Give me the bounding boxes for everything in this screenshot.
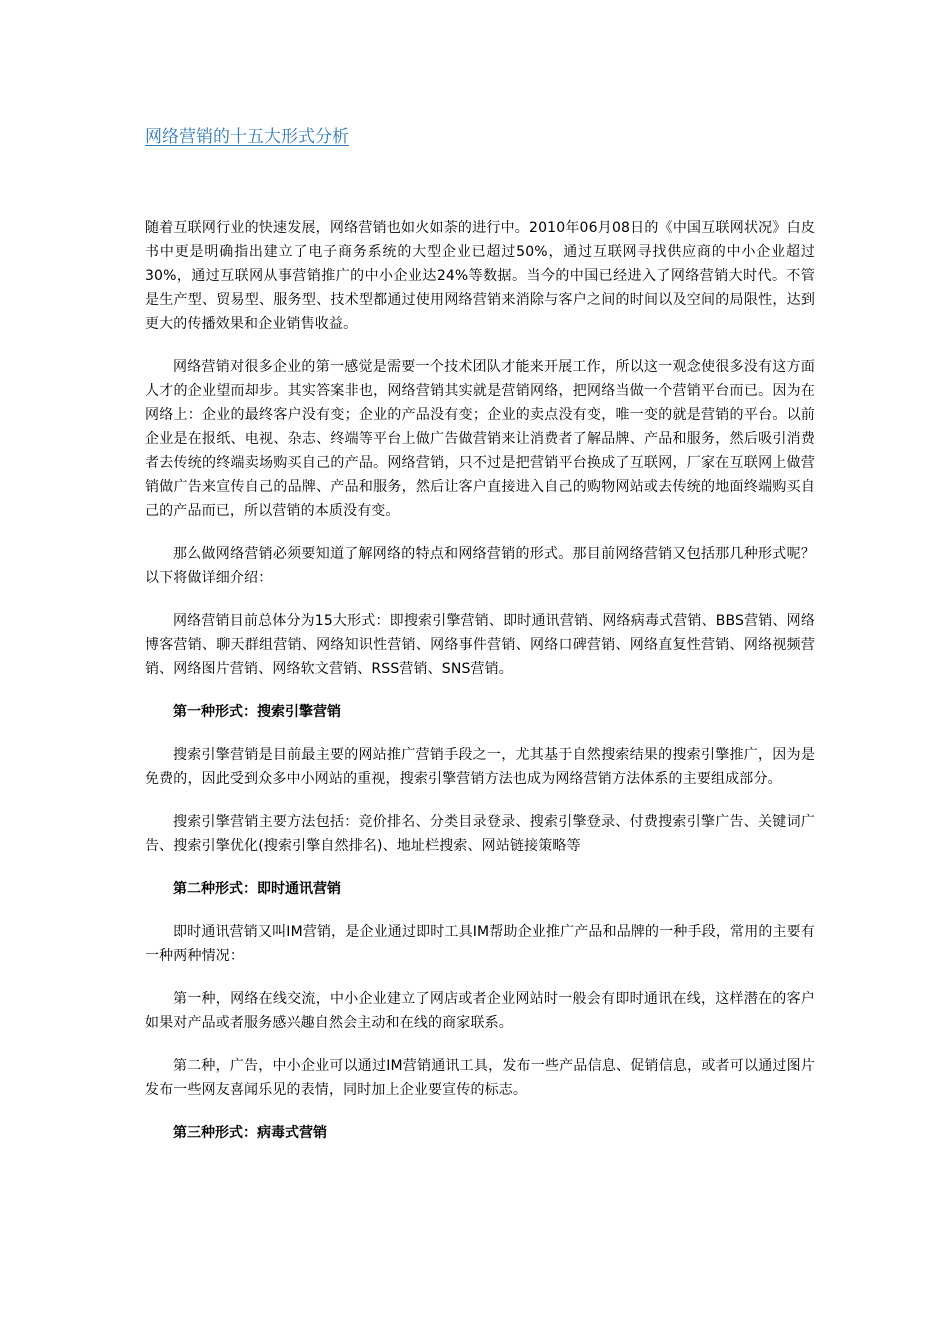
paragraph-im-intro: 即时通讯营销又叫IM营销，是企业通过即时工具IM帮助企业推广产品和品牌的一种手段，常用的主要有一种两种情况： — [145, 924, 815, 964]
section-heading-search-engine: 第一种形式：搜索引擎营销 — [173, 704, 341, 720]
paragraph-im-first-case: 第一种，网络在线交流，中小企业建立了网店或者企业网站时一般会有即时通讯在线，这样潜在的客户如果对产品或者服务感兴趣自然会主动和在线的商家联系。 — [145, 991, 815, 1031]
paragraph-im-second-case: 第二种，广告，中小企业可以通过IM营销通讯工具，发布一些产品信息、促销信息，或者可以通过图片发布一些网友喜闻乐见的表情，同时加上企业要宣传的标志。 — [145, 1058, 815, 1098]
document-body — [145, 216, 815, 1164]
paragraph-forms-question: 那么做网络营销必须要知道了解网络的特点和网络营销的形式。那目前网络营销又包括那几种形式呢？以下将做详细介绍： — [145, 546, 815, 586]
paragraph-search-engine-methods: 搜索引擎营销主要方法包括：竞价排名、分类目录登录、搜索引擎登录、付费搜索引擎广告、关键词广告、搜索引擎优化(搜索引擎自然排名)、地址栏搜索、网站链接策略等 — [145, 814, 815, 854]
intro-paragraph: 随着互联网行业的快速发展，网络营销也如火如荼的进行中。2010年06月08日的《中国互联网状况》白皮书中更是明确指出建立了电子商务系统的大型企业已超过50%，通过互联网寻找供应商的中小企业超过30%，通过互联网从事营销推广的中小企业达24%等数据。当今的中国已经进入了网络营销大时代。不管是生产型、贸易型、服务型、技术型都通过使用网络营销来消除与客户之间的时间以及空间的局限性，达到更大的传播效果和企业销售收益。 — [145, 220, 815, 332]
paragraph-search-engine-intro: 搜索引擎营销是目前最主要的网站推广营销手段之一，尤其基于自然搜索结果的搜索引擎推广，因为是免费的，因此受到众多中小网站的重视，搜索引擎营销方法也成为网络营销方法体系的主要组成部分。 — [145, 747, 815, 787]
paragraph-platform: 网络营销对很多企业的第一感觉是需要一个技术团队才能来开展工作，所以这一观念使很多没有这方面人才的企业望而却步。其实答案非也，网络营销其实就是营销网络，把网络当做一个营销平台而已。因为在网络上：企业的最终客户没有变；企业的产品没有变；企业的卖点没有变，唯一变的就是营销的平台。以前企业是在报纸、电视、杂志、终端等平台上做广告做营销来让消费者了解品牌、产品和服务，然后吸引消费者去传统的终端卖场购买自己的产品。网络营销，只不过是把营销平台换成了互联网，厂家在互联网上做营销做广告来宣传自己的品牌、产品和服务，然后让客户直接进入自己的购物网站或去传统的地面终端购买自己的产品而已，所以营销的本质没有变。 — [145, 359, 815, 519]
section-heading-instant-messaging: 第二种形式：即时通讯营销 — [173, 881, 341, 897]
document-title-link[interactable]: 网络营销的十五大形式分析 — [145, 127, 349, 147]
paragraph-fifteen-forms: 网络营销目前总体分为15大形式：即搜索引擎营销、即时通讯营销、网络病毒式营销、BBS营销、网络博客营销、聊天群组营销、网络知识性营销、网络事件营销、网络口碑营销、网络直复性营销、网络视频营销、网络图片营销、网络软文营销、RSS营销、SNS营销。 — [145, 613, 815, 677]
section-heading-viral: 第三种形式：病毒式营销 — [173, 1125, 327, 1141]
